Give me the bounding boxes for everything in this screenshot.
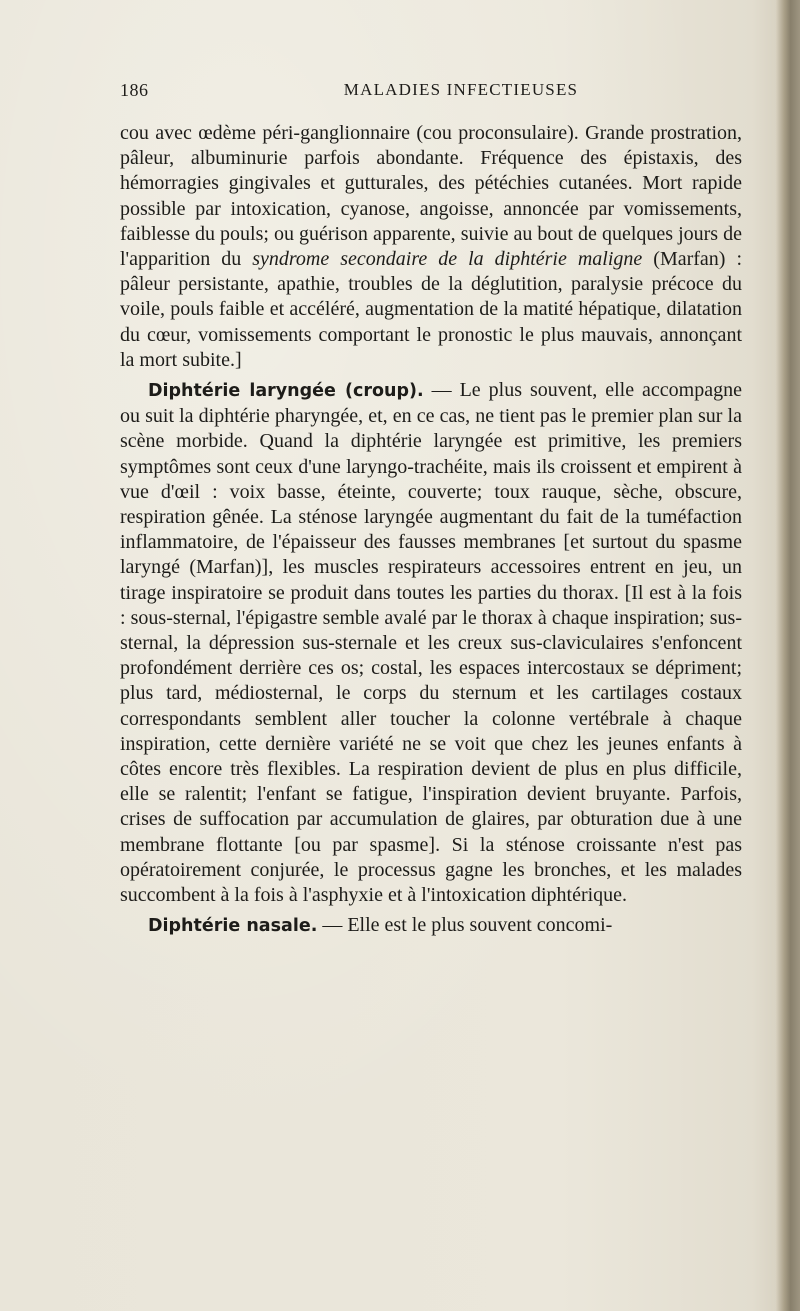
paragraph-nasal-diphtheria [120,913,742,939]
page-header [120,80,742,106]
paragraph-text-after: (Marfan) : pâleur persistante, apathie, troubles de la déglutition, paralysie précoce du voile, pouls faible et accéléré, augmentation de la matité hépatique, dilatation du cœur, vomissements comportant le pronostic le plus mauvais, annonçant la mort subite.] [120,248,743,371]
paragraph-text: — Le plus souvent, elle accompagne ou suit la diphtérie pharyngée, et, en ce cas, ne tient pas le premier plan sur la scène morbide. Quand la diphtérie laryngée est primitive, les premiers symptômes sont ceux d'une laryngo-trachéite, mais ils croissent et empirent à vue d'œil : voix basse, éteinte, couverte; toux rauque, sèche, obscure, respiration gênée. La sténose laryngée augmentant du fait de la tuméfaction inflammatoire, de l'épaisseur des fausses membranes [et surtout du spasme laryngé (Marfan)], les muscles respirateurs accessoires entrent en jeu, un tirage inspiratoire se produit dans toutes les parties du thorax. [Il est à la fois : sous-sternal, l'épigastre semble avalé par le thorax à chaque inspiration; sus-sternal, la dépression sus-sternale et les creux sus-claviculaires s'enfoncent profondément derrière ces os; costal, les espaces intercostaux se dépriment; plus tard, médiosternal, le corps du sternum et les cartilages costaux correspondants semblent aller toucher la colonne vertébrale à chaque inspiration, cette dernière variété ne se voit que chez les jeunes enfants à côtes encore très flexibles. La respiration devient de plus en plus difficile, elle se ralentit; l'enfant se fatigue, l'inspiration devient bruyante. Parfois, crises de suffocation par accumulation de glaires, par obturation due à une membrane flottante [ou par spasme]. Si la sténose croissante n'est pas opératoirement conjurée, le processus gagne les bronches, et les malades succombent à la fois à l'asphyxie et à l'intoxication diphtérique. [120,379,742,907]
running-head: MALADIES INFECTIEUSES [343,80,579,99]
paragraph-croup [120,378,742,908]
paragraph-malignant-diphtheria [120,121,742,373]
page-edge-shadow [776,0,800,1311]
section-heading-croup: Diphtérie laryngée (croup). [148,381,424,402]
section-heading-nasal: Diphtérie nasale. [148,916,318,937]
paragraph-text: cou avec œdème péri-ganglionnaire (cou proconsulaire). Grande prostration, pâleur, albuminurie parfois abondante. Fréquence des épistaxis, des hémorragies gingivales et gutturales, des pétéchies cutanées. Mort rapide possible par intoxication, cyanose, angoisse, annoncée par vomissements, faiblesse du pouls; ou guérison apparente, suivie au bout de quelques jours de l'apparition du [120,122,742,271]
emphasis-syndrome: syndrome secondaire de la diphtérie maligne [252,248,643,271]
paragraph-text: — Elle est le plus souvent concomi- [317,914,613,937]
page-number: 186 [120,80,149,100]
body-text [120,121,742,940]
